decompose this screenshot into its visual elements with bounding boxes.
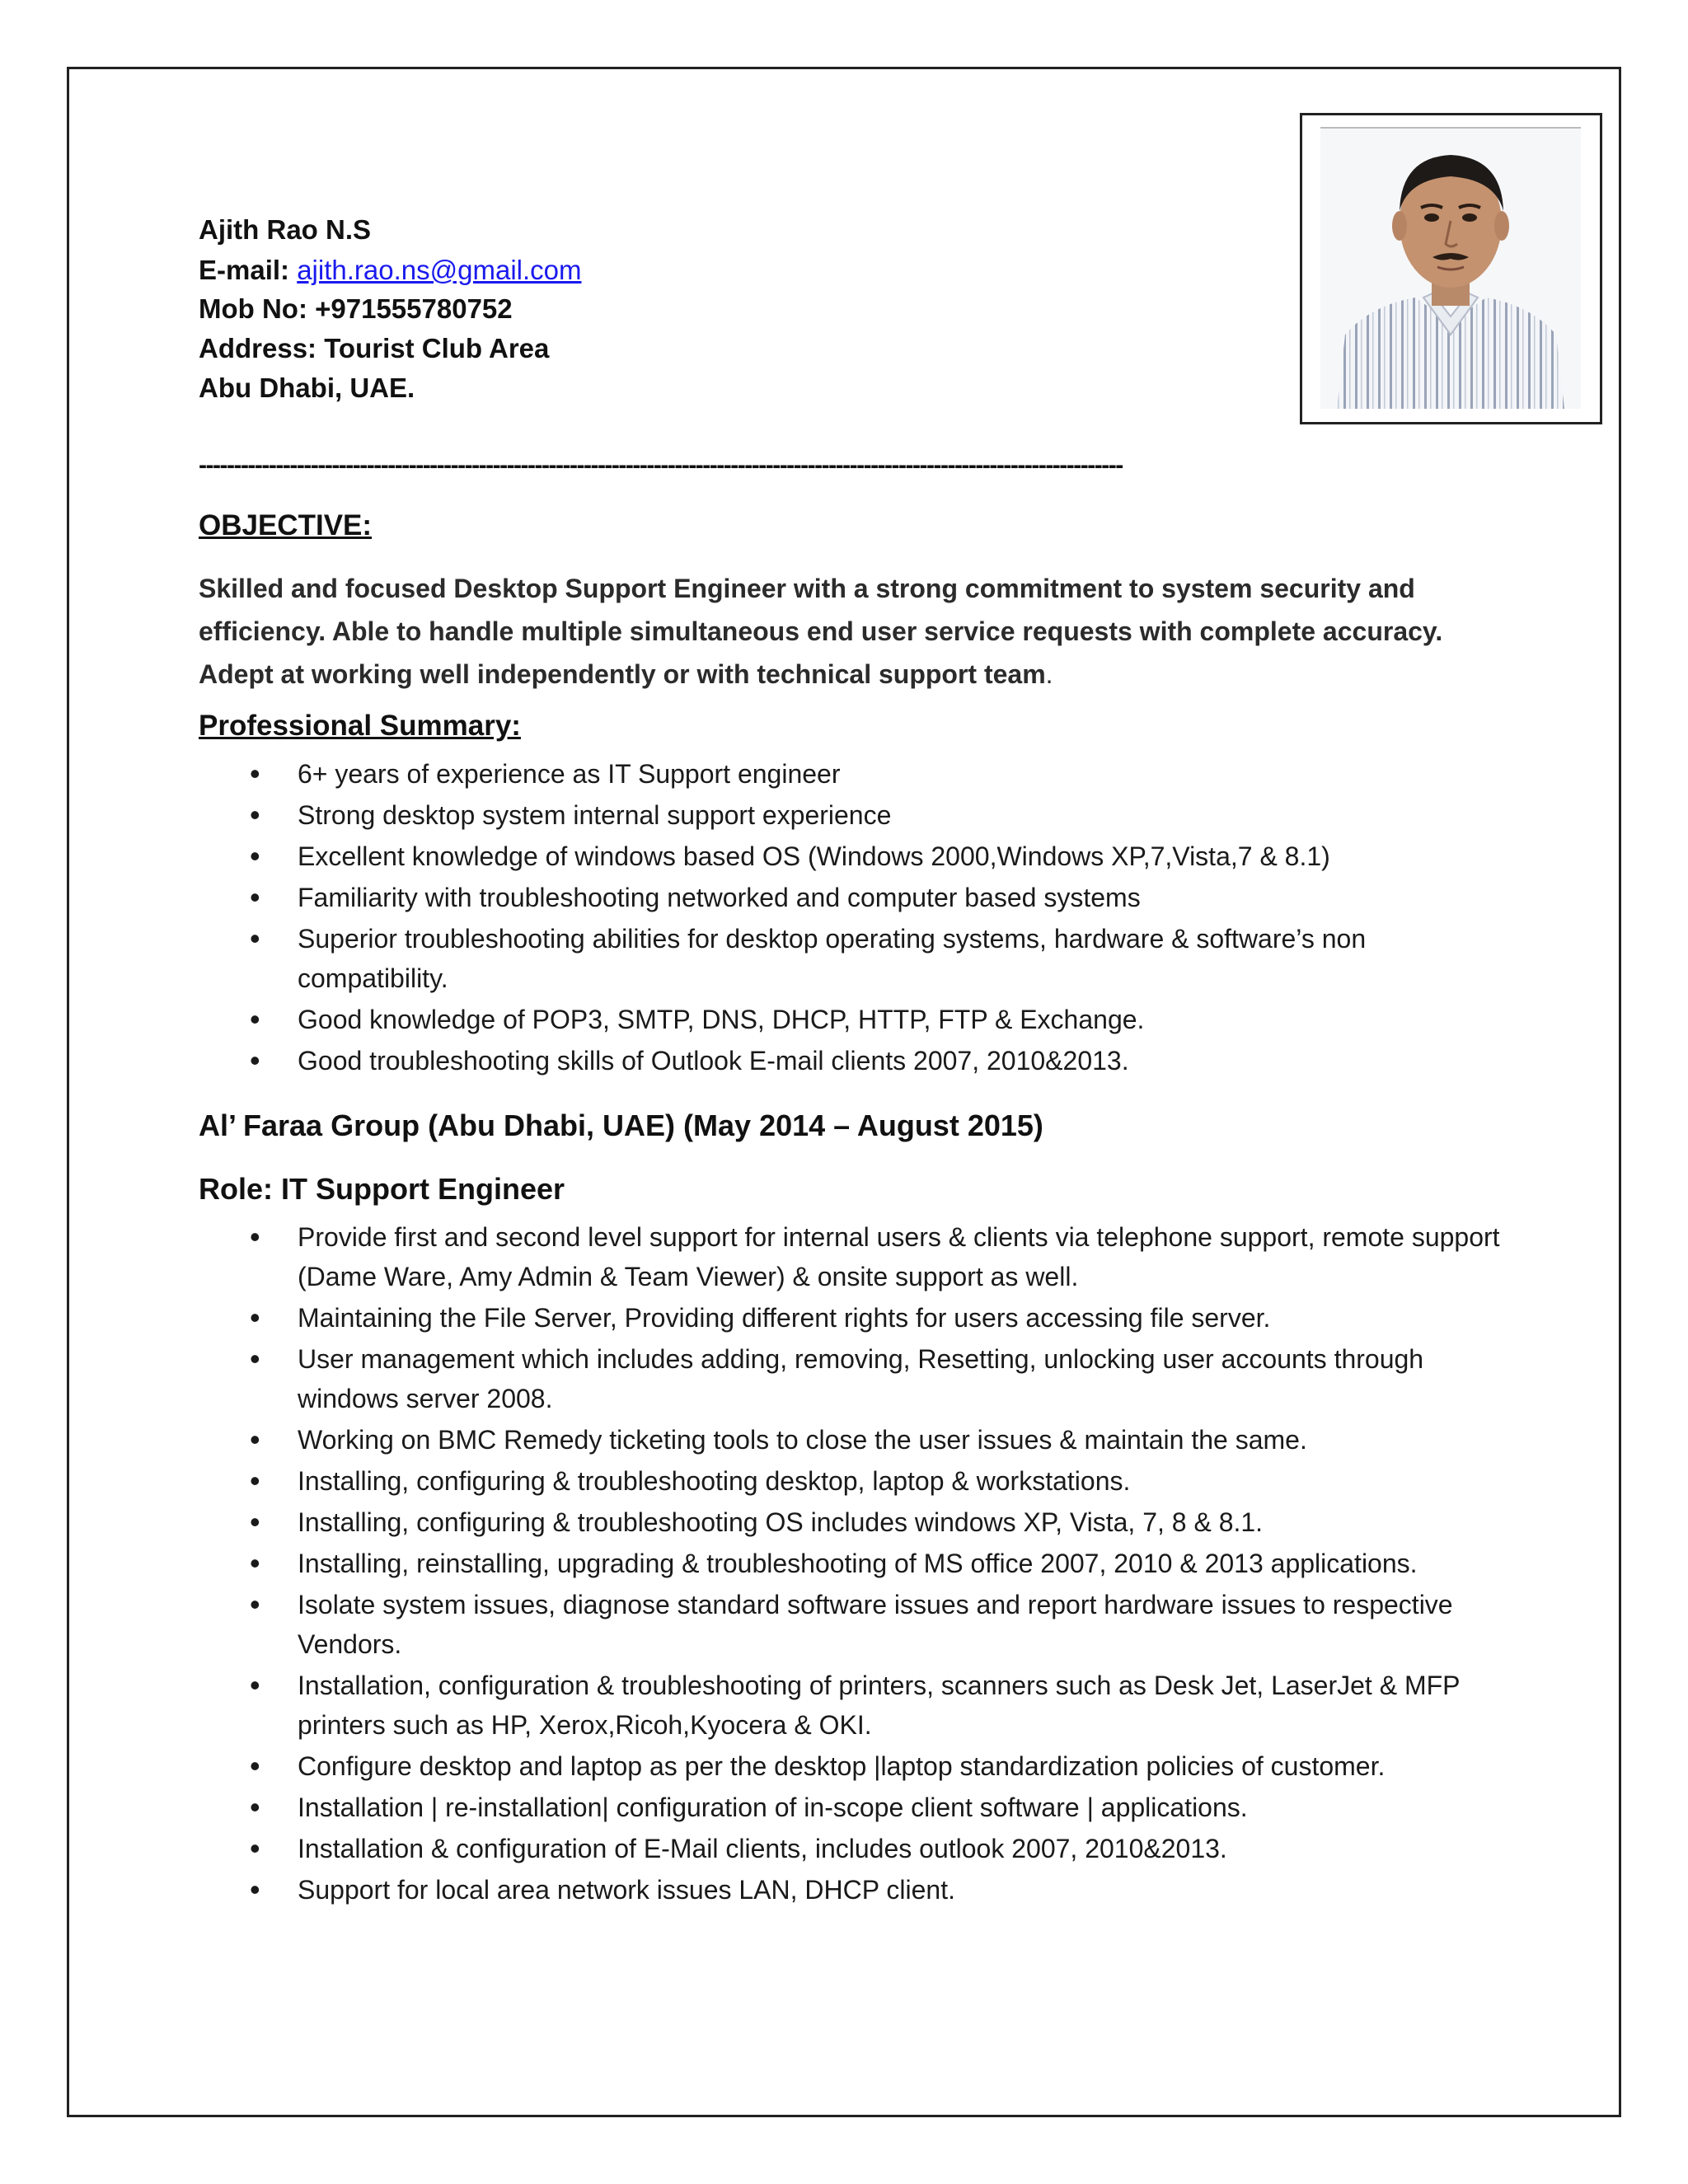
summary-list: [199, 754, 1517, 1080]
objective-period: .: [1045, 659, 1053, 689]
email-link[interactable]: ajith.rao.ns@gmail.com: [297, 255, 582, 285]
mobile-number: Mob No: +971555780752: [199, 293, 513, 324]
address-line-1: Address: Tourist Club Area: [199, 333, 550, 363]
list-item: • Strong desktop system internal support experience: [199, 795, 1517, 835]
role-heading: Role: IT Support Engineer: [199, 1172, 565, 1206]
list-item: • Installation | re-installation| configuration of in-scope client software | applications.: [199, 1788, 1517, 1827]
profile-photo-frame: [1300, 113, 1602, 424]
objective-body: Skilled and focused Desktop Support Engineer with a strong commitment to system security and efficiency. Able to handle multiple simultaneous end user service requests with complete accuracy. Adept at working well independently or with technical support team: [199, 574, 1443, 689]
list-item: • Maintaining the File Server, Providing different rights for users accessing file server.: [199, 1298, 1517, 1338]
list-item: • Working on BMC Remedy ticketing tools to close the user issues & maintain the same.: [199, 1420, 1517, 1460]
list-item: • Installing, configuring & troubleshooting desktop, laptop & workstations.: [199, 1461, 1517, 1501]
list-item: • Provide first and second level support for internal users & clients via telephone support, remote support (Dame Ware, Amy Admin & Team Viewer) & onsite support as well.: [199, 1217, 1501, 1296]
company-heading: Al’ Faraa Group (Abu Dhabi, UAE) (May 2014 – August 2015): [199, 1108, 1043, 1142]
list-item: • Familiarity with troubleshooting networked and computer based systems: [199, 878, 1517, 917]
list-item: • Good troubleshooting skills of Outlook E-mail clients 2007, 2010&2013.: [199, 1041, 1517, 1080]
list-item: • Installing, reinstalling, upgrading & troubleshooting of MS office 2007, 2010 & 2013 applications.: [199, 1544, 1517, 1583]
list-item: • Good knowledge of POP3, SMTP, DNS, DHCP, HTTP, FTP & Exchange.: [199, 1000, 1517, 1039]
list-item: • Isolate system issues, diagnose standard software issues and report hardware issues to respective Vendors.: [199, 1585, 1468, 1664]
objective-text: [199, 567, 1468, 696]
list-item: • Installation & configuration of E-Mail clients, includes outlook 2007, 2010&2013.: [199, 1829, 1517, 1868]
profile-photo: [1320, 127, 1581, 409]
candidate-name: Ajith Rao N.S: [199, 214, 372, 245]
address-line-2: Abu Dhabi, UAE.: [199, 373, 415, 403]
list-item: • User management which includes adding, removing, Resetting, unlocking user accounts through windows server 2008.: [199, 1339, 1501, 1418]
list-item: • 6+ years of experience as IT Support engineer: [199, 754, 1517, 794]
email-line: [199, 254, 582, 287]
list-item: • Installing, configuring & troubleshooting OS includes windows XP, Vista, 7, 8 & 8.1.: [199, 1502, 1517, 1542]
list-item: • Support for local area network issues LAN, DHCP client.: [199, 1870, 1517, 1910]
objective-heading: OBJECTIVE:: [199, 509, 373, 541]
divider-line: ------------------------------------------------------------------------------------------------------------------------------------: [199, 452, 1123, 479]
list-item: • Configure desktop and laptop as per the desktop |laptop standardization policies of customer.: [199, 1746, 1517, 1786]
list-item: • Excellent knowledge of windows based OS (Windows 2000,Windows XP,7,Vista,7 & 8.1): [199, 837, 1517, 876]
list-item: • Installation, configuration & troubleshooting of printers, scanners such as Desk Jet, LaserJet & MFP printers such as HP, Xerox,Ricoh,Kyocera & OKI.: [199, 1666, 1501, 1745]
list-item: • Superior troubleshooting abilities for desktop operating systems, hardware & software’s non compatibility.: [199, 919, 1484, 998]
responsibilities-list: [199, 1217, 1517, 1910]
summary-heading: Professional Summary:: [199, 710, 521, 742]
email-label: E-mail:: [199, 255, 290, 285]
